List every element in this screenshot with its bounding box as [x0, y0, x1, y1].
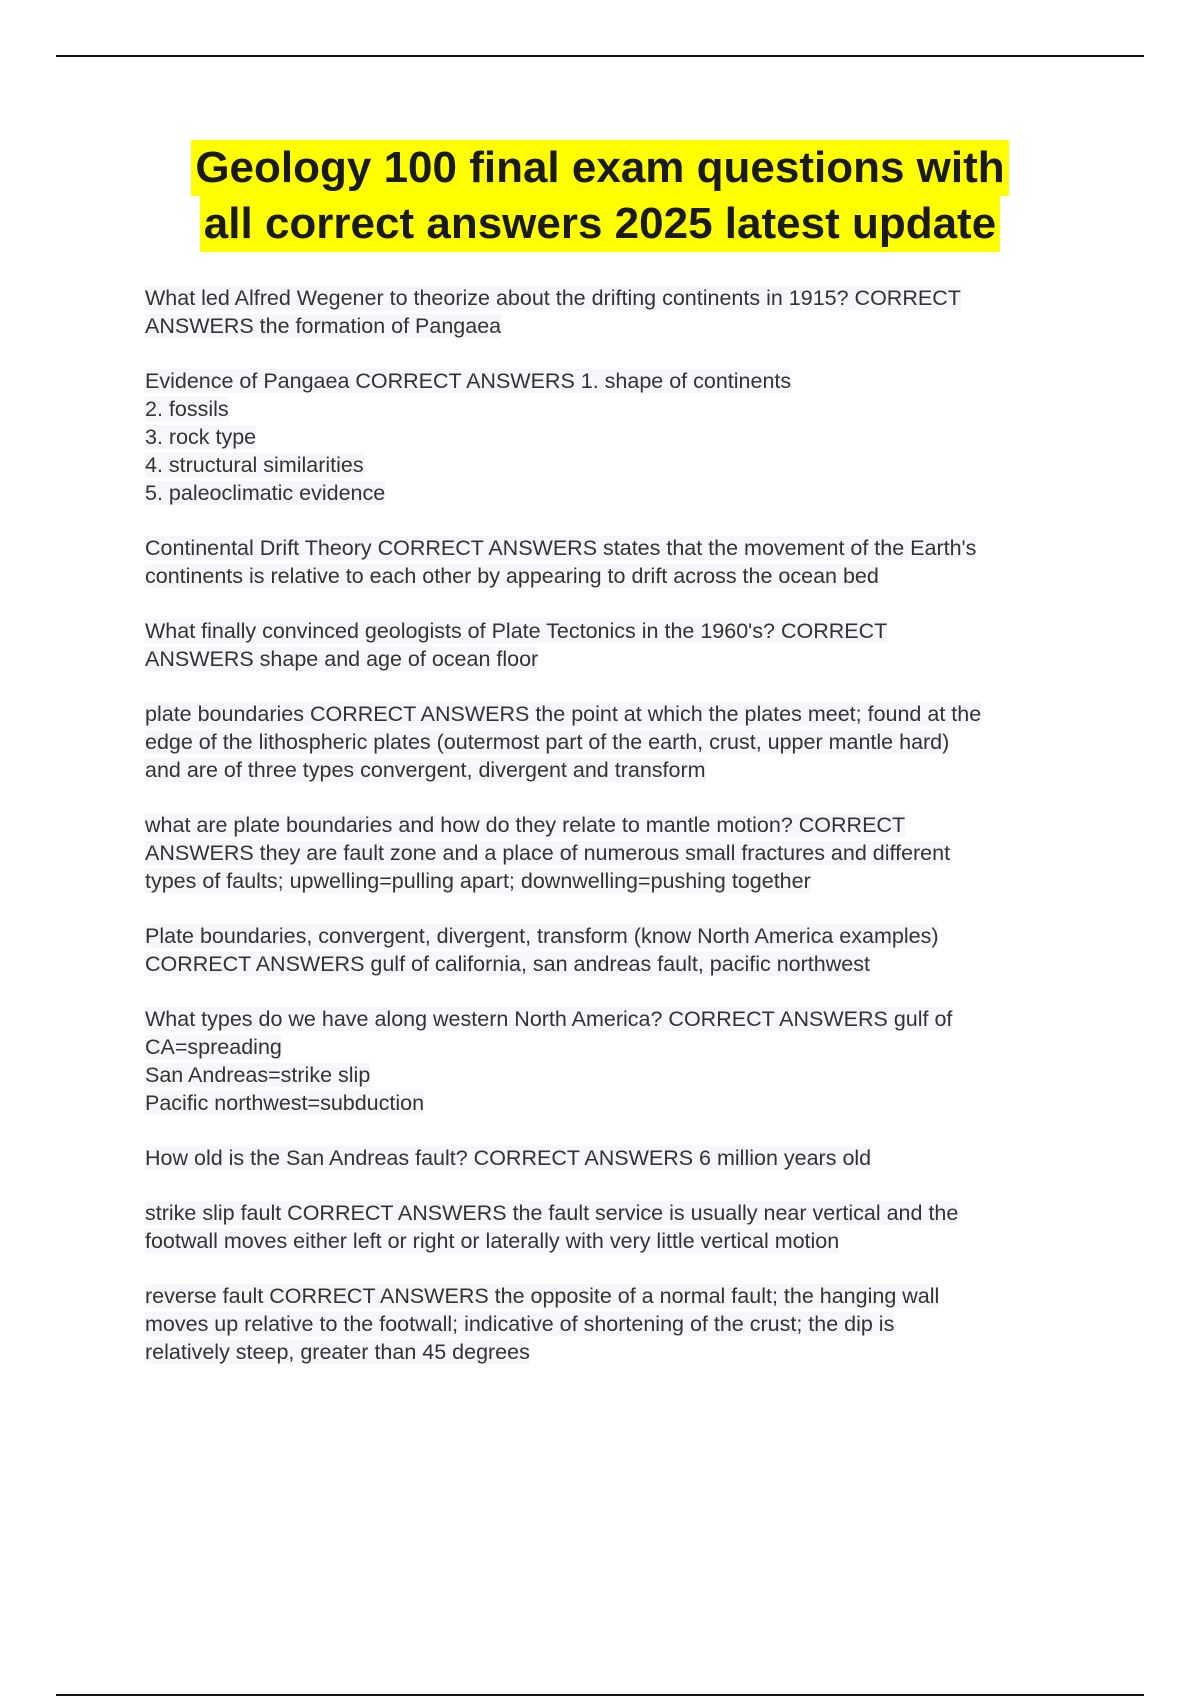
qa-text: strike slip fault CORRECT ANSWERS the fault service is usually near vertical and the footwall moves either left or right or laterally with very little vertical motion	[145, 1201, 959, 1253]
bottom-rule	[56, 1694, 1144, 1696]
qa-text: What led Alfred Wegener to theorize about the drifting continents in 1915? CORRECT ANSWERS the formation of Pangaea	[145, 286, 961, 338]
qa-text: Continental Drift Theory CORRECT ANSWERS states that the movement of the Earth's continents is relative to each other by appearing to drift across the ocean bed	[145, 536, 977, 588]
qa-text: How old is the San Andreas fault? CORRECT ANSWERS 6 million years old	[145, 1146, 872, 1170]
qa-text: What types do we have along western North America? CORRECT ANSWERS gulf of CA=spreading San Andreas=strike slip Pacific northwest=subduction	[145, 1007, 953, 1115]
qa-text: what are plate boundaries and how do they relate to mantle motion? CORRECT ANSWERS they are fault zone and a place of numerous small fractures and different types of faults; upwelling=pulling apart; downwelling=pushing together	[145, 813, 951, 893]
qa-text: plate boundaries CORRECT ANSWERS the point at which the plates meet; found at the edge of the lithospheric plates (outermost part of the earth, crust, upper mantle hard) and are of three types convergent, divergent and transform	[145, 702, 982, 782]
top-rule	[56, 55, 1144, 57]
qa-entry	[145, 700, 1095, 784]
qa-entry	[145, 1144, 1095, 1172]
qa-text: What finally convinced geologists of Plate Tectonics in the 1960's? CORRECT ANSWERS shape and age of ocean floor	[145, 619, 888, 671]
qa-text: Evidence of Pangaea CORRECT ANSWERS 1. shape of continents 2. fossils 3. rock type 4. structural similarities 5. paleoclimatic evidence	[145, 369, 792, 505]
qa-text: Plate boundaries, convergent, divergent, transform (know North America examples) CORRECT ANSWERS gulf of california, san andreas fault, pacific northwest	[145, 924, 939, 976]
qa-entry	[145, 367, 1095, 507]
qa-entry	[145, 1282, 1095, 1366]
qa-entry	[145, 1199, 1095, 1255]
document-title	[60, 140, 1140, 252]
qa-entry	[145, 1005, 1095, 1117]
qa-list	[145, 284, 1095, 1393]
qa-entry	[145, 811, 1095, 895]
qa-entry	[145, 617, 1095, 673]
qa-entry	[145, 534, 1095, 590]
title-line-2: all correct answers 2025 latest update	[200, 196, 1000, 252]
qa-text: reverse fault CORRECT ANSWERS the opposite of a normal fault; the hanging wall moves up relative to the footwall; indicative of shortening of the crust; the dip is relatively steep, greater than 45 degrees	[145, 1284, 940, 1364]
qa-entry	[145, 922, 1095, 978]
title-line-1: Geology 100 final exam questions with	[191, 140, 1008, 196]
qa-entry	[145, 284, 1095, 340]
